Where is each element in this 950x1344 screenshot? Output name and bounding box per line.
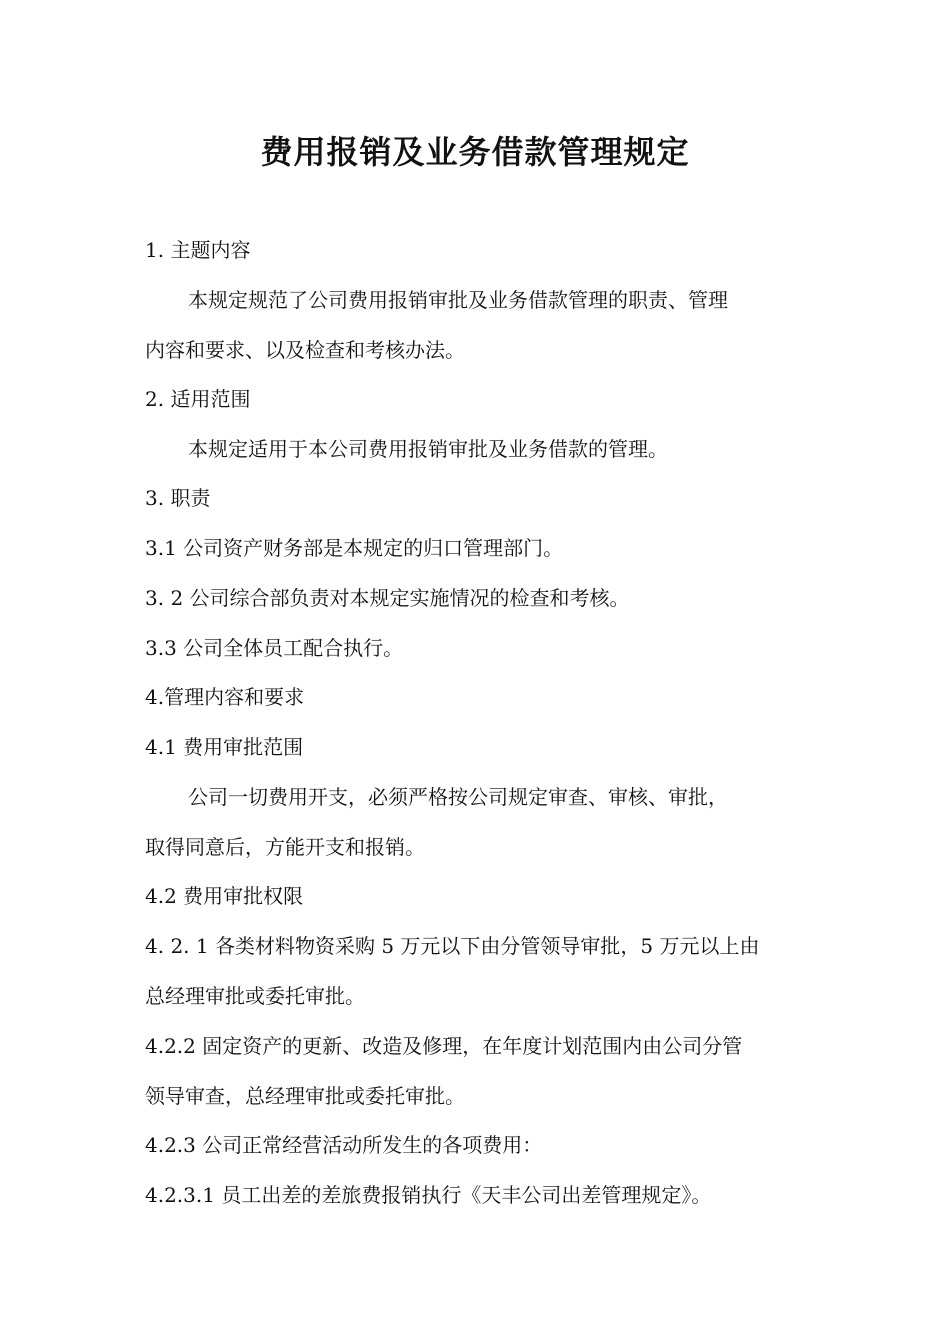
clause-line: 4. 2. 1 各类材料物资采购 5 万元以下由分管领导审批，5 万元以上由 [145, 934, 760, 958]
clause-line: 3. 2 公司综合部负责对本规定实施情况的检查和考核。 [145, 586, 630, 610]
section-heading-1: 1. 主题内容 [145, 238, 251, 262]
paragraph-line: 本规定适用于本公司费用报销审批及业务借款的管理。 [188, 437, 668, 461]
clause-line: 3.3 公司全体员工配合执行。 [145, 636, 404, 660]
clause-line: 4.2.3.1 员工出差的差旅费报销执行《天丰公司出差管理规定》。 [145, 1183, 712, 1207]
section-heading-3: 3. 职责 [145, 486, 211, 510]
subsection-heading: 4.2 费用审批权限 [145, 884, 304, 908]
section-heading-2: 2. 适用范围 [145, 387, 251, 411]
clause-line: 领导审查，总经理审批或委托审批。 [145, 1084, 465, 1108]
clause-line: 总经理审批或委托审批。 [145, 984, 365, 1008]
clause-line: 4.2.3 公司正常经营活动所发生的各项费用： [145, 1133, 543, 1157]
paragraph-line: 本规定规范了公司费用报销审批及业务借款管理的职责、管理 [188, 288, 728, 312]
section-heading-4: 4.管理内容和要求 [145, 685, 305, 709]
clause-line: 4.2.2 固定资产的更新、改造及修理，在年度计划范围内由公司分管 [145, 1034, 743, 1058]
subsection-heading: 4.1 费用审批范围 [145, 735, 304, 759]
document-title: 费用报销及业务借款管理规定 [260, 133, 690, 171]
paragraph-line: 公司一切费用开支，必须严格按公司规定审查、审核、审批， [188, 785, 728, 809]
paragraph-line: 取得同意后，方能开支和报销。 [145, 835, 425, 859]
paragraph-line: 内容和要求、以及检查和考核办法。 [145, 338, 465, 362]
clause-line: 3.1 公司资产财务部是本规定的归口管理部门。 [145, 536, 564, 560]
